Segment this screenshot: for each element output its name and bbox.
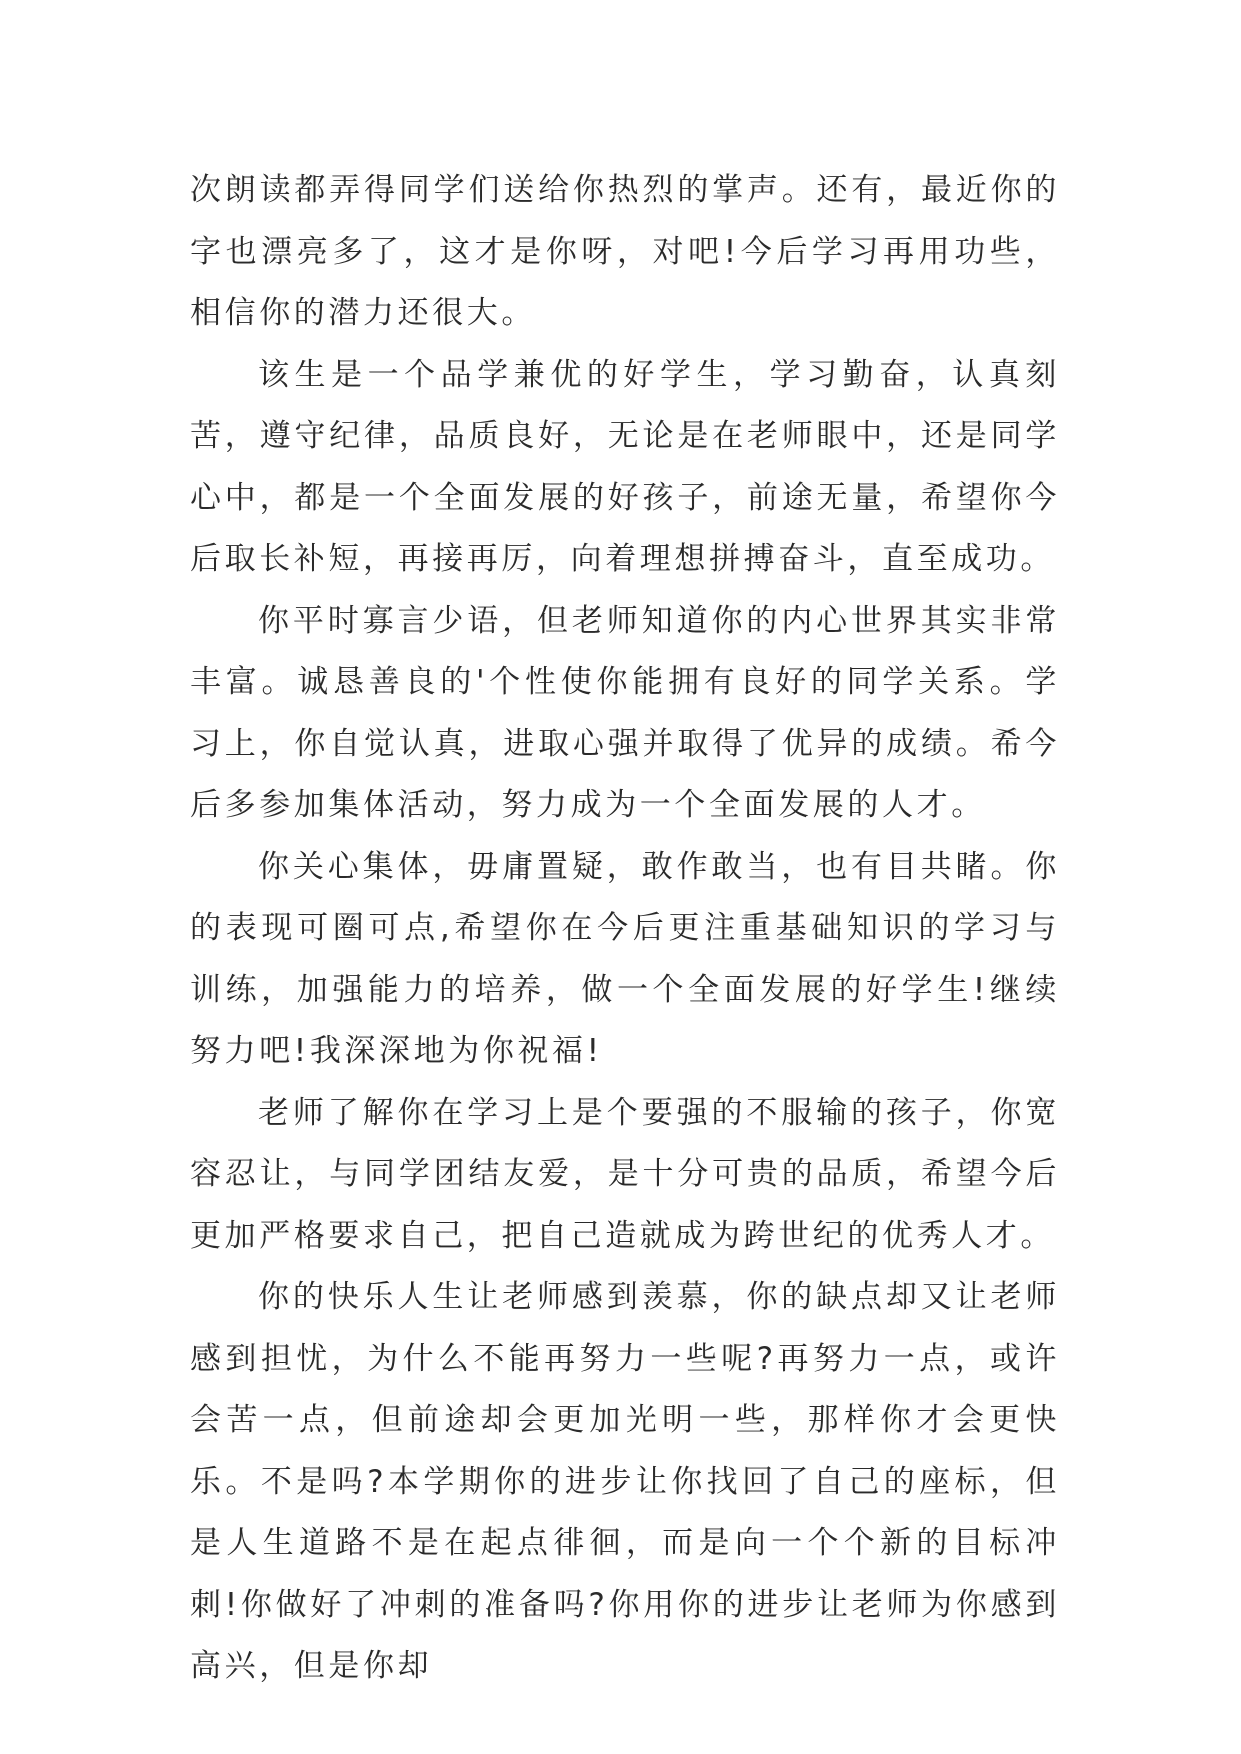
- document-page: [190, 160, 1060, 1698]
- paragraph-3: 你平时寡言少语，但老师知道你的内心世界其实非常丰富。诚恳善良的'个性使你能拥有良好的同学关系。学习上，你自觉认真，进取心强并取得了优异的成绩。希今后多参加集体活动，努力成为一个全面发展的人才。: [190, 602, 1060, 823]
- paragraph-1: 次朗读都弄得同学们送给你热烈的掌声。还有，最近你的字也漂亮多了，这才是你呀，对吧!今后学习再用功些，相信你的潜力还很大。: [190, 172, 1060, 331]
- paragraph-6: 你的快乐人生让老师感到羡慕，你的缺点却又让老师感到担忧，为什么不能再努力一些呢?再努力一点，或许会苦一点，但前途却会更加光明一些，那样你才会更快乐。不是吗?本学期你的进步让你找回了自己的座标，但是人生道路不是在起点徘徊，而是向一个个新的目标冲刺!你做好了冲刺的准备吗?你用你的进步让老师为你感到高兴，但是你却: [190, 1279, 1060, 1684]
- paragraph-2: 该生是一个品学兼优的好学生，学习勤奋，认真刻苦，遵守纪律，品质良好，无论是在老师眼中，还是同学心中，都是一个全面发展的好孩子，前途无量，希望你今后取长补短，再接再厉，向着理想拼搏奋斗，直至成功。: [190, 356, 1060, 577]
- paragraph-4: 你关心集体，毋庸置疑，敢作敢当，也有目共睹。你的表现可圈可点,希望你在今后更注重基础知识的学习与训练，加强能力的培养，做一个全面发展的好学生!继续努力吧!我深深地为你祝福!: [190, 848, 1060, 1069]
- paragraph-5: 老师了解你在学习上是个要强的不服输的孩子，你宽容忍让，与同学团结友爱，是十分可贵的品质，希望今后更加严格要求自己，把自己造就成为跨世纪的优秀人才。: [190, 1094, 1060, 1254]
